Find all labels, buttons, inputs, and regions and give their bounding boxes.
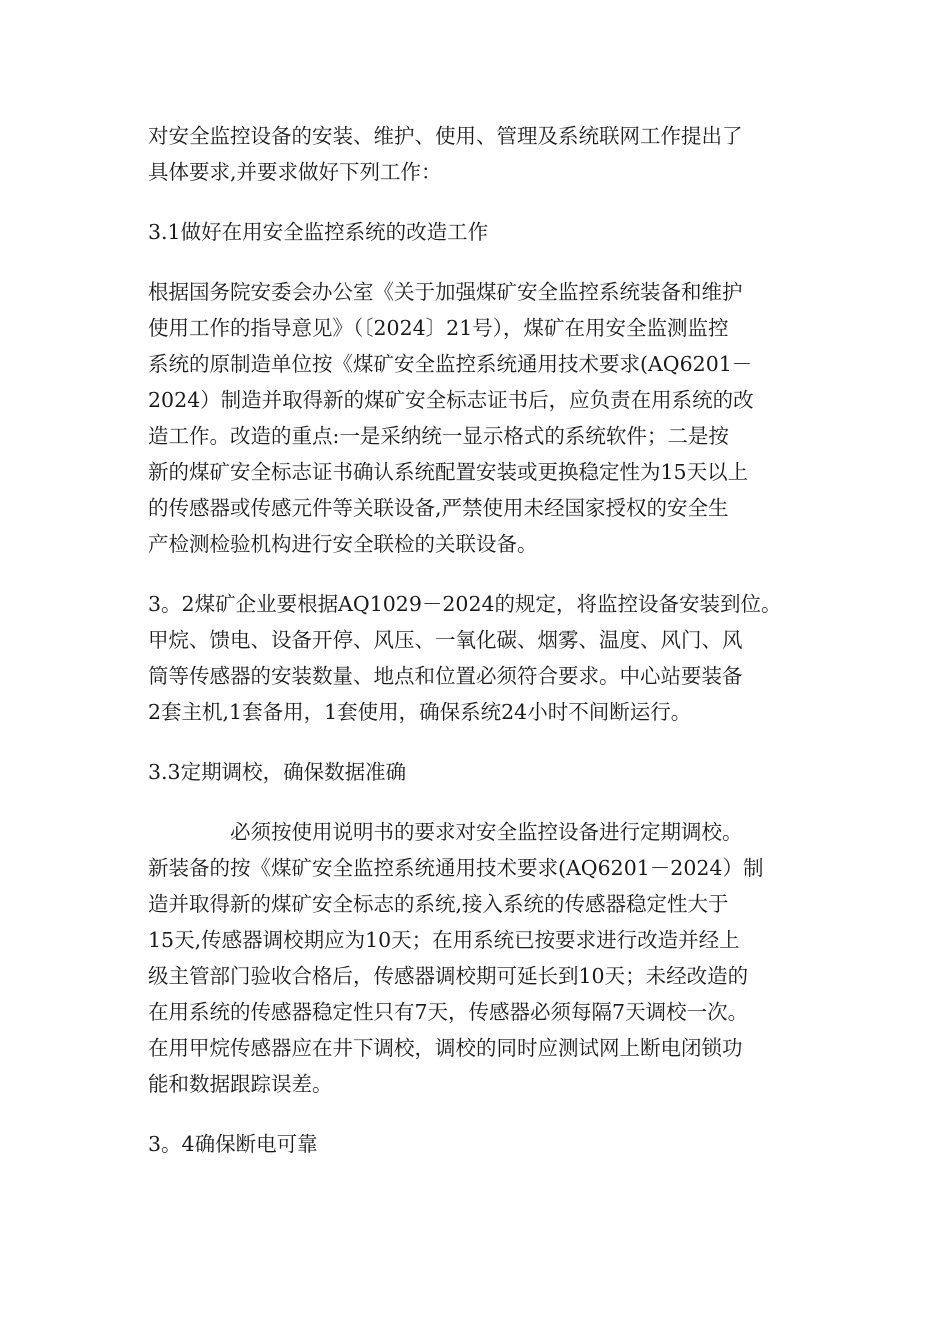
paragraph-line: 使用工作的指导意见》（〔2024〕21号），煤矿在用安全监测监控 (148, 316, 729, 340)
intro-paragraph (148, 118, 808, 190)
section-3-2-paragraph (148, 586, 808, 730)
section-3-1-heading: 3.1做好在用安全监控系统的改造工作 (148, 220, 489, 244)
paragraph-line-indented: 必须按使用说明书的要求对安全监控设备进行定期调校。 (230, 820, 743, 844)
paragraph-line: 造工作。改造的重点:一是采纳统一显示格式的系统软件；二是按 (148, 424, 729, 448)
paragraph-line: 筒等传感器的安装数量、地点和位置必须符合要求。中心站要装备 (148, 664, 743, 688)
section-3-3-heading: 3.3定期调校，确保数据准确 (148, 760, 407, 784)
paragraph-line: 甲烷、馈电、设备开停、风压、一氧化碳、烟雾、温度、风门、风 (148, 628, 743, 652)
paragraph-line: 3。2煤矿企业要根据AQ1029－2024的规定，将监控设备安装到位。 (148, 592, 782, 616)
section-3-1-paragraph (148, 274, 808, 562)
paragraph-line: 在用系统的传感器稳定性只有7天，传感器必须每隔7天调校一次。 (148, 1000, 749, 1024)
paragraph-line: 新装备的按《煤矿安全监控系统通用技术要求(AQ6201－2024）制 (148, 856, 764, 880)
paragraph-line: 能和数据跟踪误差。 (148, 1072, 333, 1096)
section-3-3-paragraph (148, 814, 808, 1102)
paragraph-line: 系统的原制造单位按《煤矿安全监控系统通用技术要求(AQ6201－ (148, 352, 753, 376)
paragraph-line: 级主管部门验收合格后，传感器调校期可延长到10天；未经改造的 (148, 964, 749, 988)
paragraph-line: 2024）制造并取得新的煤矿安全标志证书后，应负责在用系统的改 (148, 388, 754, 412)
paragraph-line: 产检测检验机构进行安全联检的关联设备。 (148, 532, 538, 556)
document-page (148, 118, 808, 1186)
paragraph-line: 新的煤矿安全标志证书确认系统配置安装或更换稳定性为15天以上 (148, 460, 749, 484)
intro-line: 具体要求,并要求做好下列工作： (148, 160, 442, 184)
paragraph-line: 的传感器或传感元件等关联设备,严禁使用未经国家授权的安全生 (148, 496, 729, 520)
section-3-4-heading: 3。4确保断电可靠 (148, 1132, 318, 1156)
paragraph-line: 造并取得新的煤矿安全标志的系统,接入系统的传感器稳定性大于 (148, 892, 729, 916)
paragraph-line: 在用甲烷传感器应在井下调校，调校的同时应测试网上断电闭锁功 (148, 1036, 743, 1060)
intro-line: 对安全监控设备的安装、维护、使用、管理及系统联网工作提出了 (148, 124, 743, 148)
paragraph-line: 2套主机,1套备用，1套使用，确保系统24小时不间断运行。 (148, 700, 692, 724)
paragraph-line: 15天,传感器调校期应为10天；在用系统已按要求进行改造并经上 (148, 928, 740, 952)
paragraph-line: 根据国务院安委会办公室《关于加强煤矿安全监控系统装备和维护 (148, 280, 743, 304)
